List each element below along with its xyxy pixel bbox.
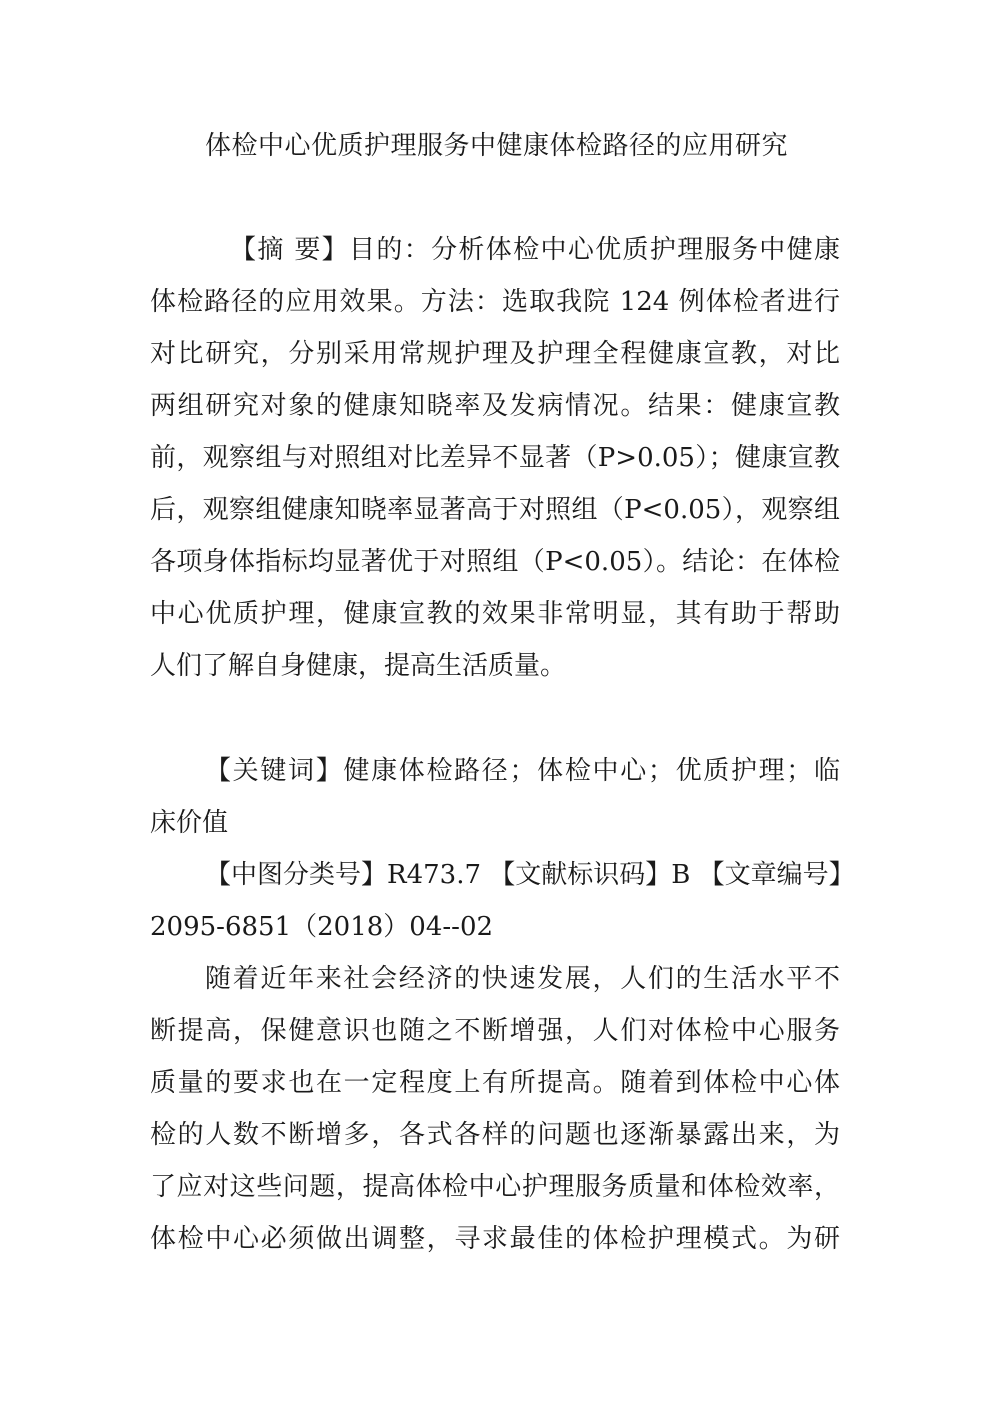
body-line: 断提高，保健意识也随之不断增强，人们对体检中心服务 <box>150 1016 840 1046</box>
abstract-line: 人们了解自身健康，提高生活质量。 <box>150 651 567 681</box>
abstract-section <box>150 224 840 692</box>
body-line: 了应对这些问题，提高体检中心护理服务质量和体检效率， <box>150 1172 840 1202</box>
keywords-line: 床价值 <box>150 808 229 838</box>
classification-line: 【中图分类号】R473.7 【文献标识码】B 【文章编号】 <box>205 860 855 890</box>
keywords-line: 【关键词】健康体检路径；体检中心；优质护理；临 <box>205 756 840 786</box>
classification-section <box>150 849 855 953</box>
abstract-line: 对比研究，分别采用常规护理及护理全程健康宣教，对比 <box>150 339 840 369</box>
classification-line: 2095-6851（2018）04--02 <box>150 912 494 942</box>
abstract-line: 两组研究对象的健康知晓率及发病情况。结果：健康宣教 <box>150 391 840 421</box>
body-line: 体检中心必须做出调整，寻求最佳的体检护理模式。为研 <box>150 1224 840 1254</box>
body-line: 随着近年来社会经济的快速发展，人们的生活水平不 <box>205 964 840 994</box>
body-line: 检的人数不断增多，各式各样的问题也逐渐暴露出来，为 <box>150 1120 840 1150</box>
abstract-line: 【摘 要】目的：分析体检中心优质护理服务中健康 <box>230 235 840 265</box>
keywords-section <box>150 745 840 849</box>
abstract-line: 中心优质护理，健康宣教的效果非常明显，其有助于帮助 <box>150 599 840 629</box>
body-paragraph <box>150 953 840 1265</box>
abstract-line: 前，观察组与对照组对比差异不显著（P>0.05）；健康宣教 <box>150 443 840 473</box>
body-line: 质量的要求也在一定程度上有所提高。随着到体检中心体 <box>150 1068 840 1098</box>
abstract-line: 体检路径的应用效果。方法：选取我院 124 例体检者进行 <box>150 287 840 317</box>
document-title: 体检中心优质护理服务中健康体检路径的应用研究 <box>204 131 788 161</box>
abstract-line: 后，观察组健康知晓率显著高于对照组（P<0.05），观察组 <box>150 495 840 525</box>
abstract-line: 各项身体指标均显著优于对照组（P<0.05）。结论：在体检 <box>150 547 840 577</box>
